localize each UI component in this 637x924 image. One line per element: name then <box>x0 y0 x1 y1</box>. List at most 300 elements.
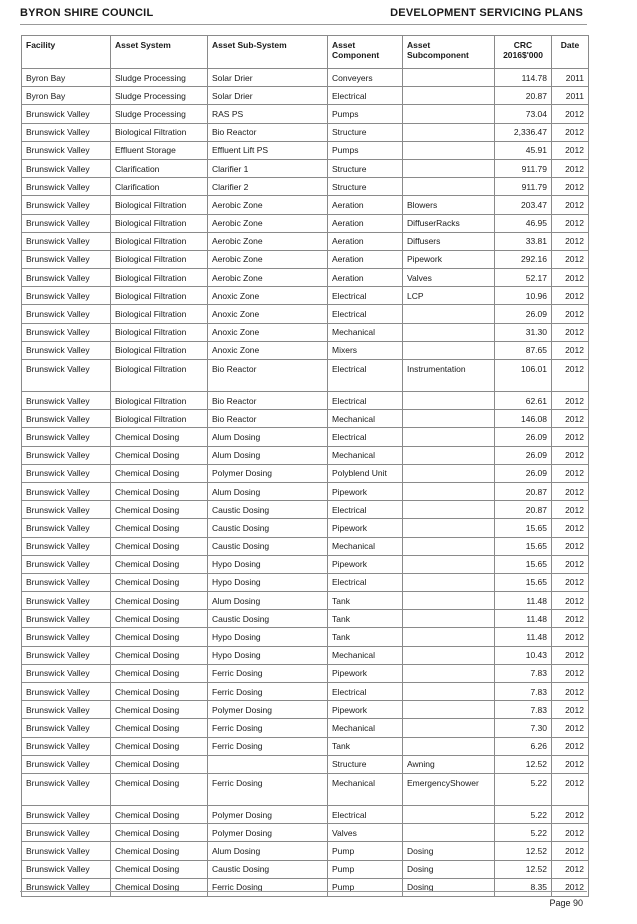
cell-asset-component: Polyblend Unit <box>328 464 403 482</box>
table-row <box>22 69 589 87</box>
table-row <box>22 805 589 823</box>
cell-date: 2012 <box>552 519 589 537</box>
table-row <box>22 683 589 701</box>
table-row <box>22 737 589 755</box>
cell-asset-system: Clarification <box>111 159 208 177</box>
cell-facility: Brunswick Valley <box>22 141 111 159</box>
cell-asset-component: Pipework <box>328 519 403 537</box>
cell-asset-subsystem: Clarifier 2 <box>208 178 328 196</box>
cell-asset-subcomponent: Pipework <box>403 250 495 268</box>
cell-asset-subsystem: Polymer Dosing <box>208 464 328 482</box>
cell-asset-subcomponent <box>403 446 495 464</box>
cell-asset-subcomponent <box>403 105 495 123</box>
table-row <box>22 537 589 555</box>
cell-asset-subcomponent: Blowers <box>403 196 495 214</box>
cell-asset-component: Structure <box>328 178 403 196</box>
cell-asset-component: Electrical <box>328 392 403 410</box>
cell-facility: Brunswick Valley <box>22 232 111 250</box>
cell-asset-subsystem: Solar Drier <box>208 87 328 105</box>
cell-date: 2012 <box>552 269 589 287</box>
cell-asset-subsystem: Caustic Dosing <box>208 860 328 878</box>
cell-asset-subcomponent <box>403 537 495 555</box>
cell-date: 2012 <box>552 664 589 682</box>
cell-asset-subsystem: Caustic Dosing <box>208 501 328 519</box>
cell-crc: 87.65 <box>495 341 552 359</box>
document-title: DEVELOPMENT SERVICING PLANS <box>390 7 583 19</box>
cell-asset-subcomponent <box>403 701 495 719</box>
cell-facility: Brunswick Valley <box>22 360 111 392</box>
cell-asset-system: Chemical Dosing <box>111 683 208 701</box>
cell-date: 2012 <box>552 610 589 628</box>
cell-crc: 911.79 <box>495 159 552 177</box>
cell-date: 2012 <box>552 323 589 341</box>
cell-asset-component: Electrical <box>328 683 403 701</box>
cell-facility: Brunswick Valley <box>22 410 111 428</box>
cell-asset-component: Electrical <box>328 573 403 591</box>
cell-asset-system: Chemical Dosing <box>111 737 208 755</box>
cell-asset-subcomponent <box>403 737 495 755</box>
table-row <box>22 410 589 428</box>
cell-asset-subsystem: Ferric Dosing <box>208 773 328 805</box>
cell-date: 2012 <box>552 159 589 177</box>
cell-facility: Brunswick Valley <box>22 287 111 305</box>
cell-asset-subcomponent <box>403 159 495 177</box>
cell-asset-subsystem: Bio Reactor <box>208 392 328 410</box>
cell-date: 2012 <box>552 501 589 519</box>
council-name: BYRON SHIRE COUNCIL <box>20 7 154 19</box>
cell-asset-system: Clarification <box>111 178 208 196</box>
cell-facility: Brunswick Valley <box>22 842 111 860</box>
cell-facility: Brunswick Valley <box>22 683 111 701</box>
cell-asset-subcomponent <box>403 410 495 428</box>
cell-crc: 26.09 <box>495 464 552 482</box>
cell-asset-subcomponent <box>403 501 495 519</box>
cell-asset-system: Biological Filtration <box>111 410 208 428</box>
cell-asset-system: Biological Filtration <box>111 360 208 392</box>
cell-facility: Brunswick Valley <box>22 428 111 446</box>
cell-asset-subcomponent <box>403 610 495 628</box>
cell-asset-subsystem: Alum Dosing <box>208 592 328 610</box>
cell-crc: 46.95 <box>495 214 552 232</box>
cell-asset-subcomponent <box>403 805 495 823</box>
cell-date: 2012 <box>552 141 589 159</box>
cell-asset-subsystem: Bio Reactor <box>208 123 328 141</box>
cell-asset-subcomponent: Valves <box>403 269 495 287</box>
cell-asset-system: Chemical Dosing <box>111 537 208 555</box>
cell-asset-subsystem: Hypo Dosing <box>208 573 328 591</box>
cell-facility: Brunswick Valley <box>22 178 111 196</box>
header-asset-component: Asset Component <box>328 36 403 69</box>
cell-asset-subcomponent <box>403 87 495 105</box>
cell-asset-component: Structure <box>328 123 403 141</box>
cell-asset-system: Chemical Dosing <box>111 555 208 573</box>
table-row <box>22 87 589 105</box>
cell-asset-subsystem: Alum Dosing <box>208 842 328 860</box>
cell-asset-component: Tank <box>328 628 403 646</box>
cell-asset-system: Chemical Dosing <box>111 482 208 500</box>
cell-asset-subsystem: Polymer Dosing <box>208 824 328 842</box>
cell-crc: 10.43 <box>495 646 552 664</box>
table-row <box>22 214 589 232</box>
cell-crc: 7.83 <box>495 664 552 682</box>
cell-asset-system: Chemical Dosing <box>111 646 208 664</box>
cell-asset-system: Chemical Dosing <box>111 592 208 610</box>
cell-asset-system: Biological Filtration <box>111 196 208 214</box>
cell-date: 2012 <box>552 573 589 591</box>
asset-table <box>21 35 589 897</box>
cell-date: 2012 <box>552 482 589 500</box>
cell-facility: Brunswick Valley <box>22 573 111 591</box>
cell-asset-component: Electrical <box>328 428 403 446</box>
cell-date: 2012 <box>552 628 589 646</box>
table-row <box>22 610 589 628</box>
cell-asset-subcomponent: DiffuserRacks <box>403 214 495 232</box>
cell-date: 2012 <box>552 824 589 842</box>
cell-asset-component: Mechanical <box>328 719 403 737</box>
cell-date: 2012 <box>552 592 589 610</box>
cell-asset-system: Sludge Processing <box>111 69 208 87</box>
cell-crc: 5.22 <box>495 773 552 805</box>
cell-asset-component: Pump <box>328 842 403 860</box>
table-row <box>22 773 589 805</box>
table-row <box>22 555 589 573</box>
cell-facility: Brunswick Valley <box>22 555 111 573</box>
cell-date: 2012 <box>552 341 589 359</box>
cell-asset-system: Chemical Dosing <box>111 805 208 823</box>
cell-date: 2012 <box>552 123 589 141</box>
cell-date: 2012 <box>552 360 589 392</box>
cell-date: 2012 <box>552 287 589 305</box>
cell-asset-component: Electrical <box>328 501 403 519</box>
cell-facility: Brunswick Valley <box>22 805 111 823</box>
cell-crc: 12.52 <box>495 842 552 860</box>
cell-crc: 12.52 <box>495 755 552 773</box>
cell-date: 2012 <box>552 842 589 860</box>
cell-crc: 7.83 <box>495 701 552 719</box>
cell-asset-component: Structure <box>328 755 403 773</box>
cell-asset-subsystem: Ferric Dosing <box>208 878 328 896</box>
cell-asset-component: Tank <box>328 610 403 628</box>
cell-crc: 11.48 <box>495 610 552 628</box>
cell-crc: 26.09 <box>495 446 552 464</box>
cell-crc: 52.17 <box>495 269 552 287</box>
table-row <box>22 824 589 842</box>
cell-asset-component: Mixers <box>328 341 403 359</box>
cell-asset-subcomponent: Instrumentation <box>403 360 495 392</box>
cell-crc: 7.83 <box>495 683 552 701</box>
cell-asset-subsystem: Caustic Dosing <box>208 537 328 555</box>
cell-asset-component: Electrical <box>328 360 403 392</box>
cell-asset-subsystem: Ferric Dosing <box>208 683 328 701</box>
cell-date: 2012 <box>552 646 589 664</box>
cell-facility: Brunswick Valley <box>22 123 111 141</box>
cell-asset-subcomponent <box>403 341 495 359</box>
cell-asset-component: Electrical <box>328 305 403 323</box>
cell-date: 2012 <box>552 214 589 232</box>
cell-facility: Brunswick Valley <box>22 824 111 842</box>
cell-crc: 106.01 <box>495 360 552 392</box>
header-rule <box>20 24 587 25</box>
cell-asset-subcomponent <box>403 555 495 573</box>
cell-facility: Byron Bay <box>22 87 111 105</box>
cell-asset-component: Mechanical <box>328 646 403 664</box>
cell-facility: Brunswick Valley <box>22 628 111 646</box>
cell-date: 2012 <box>552 305 589 323</box>
cell-date: 2012 <box>552 805 589 823</box>
table-row <box>22 719 589 737</box>
cell-crc: 114.78 <box>495 69 552 87</box>
cell-asset-subcomponent <box>403 824 495 842</box>
cell-date: 2012 <box>552 555 589 573</box>
cell-asset-subsystem: Anoxic Zone <box>208 341 328 359</box>
cell-asset-system: Chemical Dosing <box>111 446 208 464</box>
cell-asset-subcomponent <box>403 323 495 341</box>
cell-asset-subsystem: Aerobic Zone <box>208 269 328 287</box>
cell-asset-subcomponent <box>403 519 495 537</box>
table-row <box>22 232 589 250</box>
cell-asset-component: Pipework <box>328 482 403 500</box>
cell-asset-subcomponent <box>403 392 495 410</box>
table-row <box>22 196 589 214</box>
cell-asset-subcomponent <box>403 464 495 482</box>
cell-asset-system: Biological Filtration <box>111 341 208 359</box>
cell-crc: 911.79 <box>495 178 552 196</box>
cell-crc: 292.16 <box>495 250 552 268</box>
cell-facility: Brunswick Valley <box>22 646 111 664</box>
cell-facility: Brunswick Valley <box>22 878 111 896</box>
cell-date: 2012 <box>552 446 589 464</box>
cell-facility: Brunswick Valley <box>22 159 111 177</box>
cell-date: 2012 <box>552 701 589 719</box>
cell-asset-system: Sludge Processing <box>111 87 208 105</box>
cell-asset-component: Aeration <box>328 269 403 287</box>
cell-asset-system: Biological Filtration <box>111 392 208 410</box>
cell-asset-subsystem: Ferric Dosing <box>208 719 328 737</box>
cell-asset-subsystem: Aerobic Zone <box>208 250 328 268</box>
cell-asset-component: Aeration <box>328 232 403 250</box>
cell-asset-subsystem: Caustic Dosing <box>208 610 328 628</box>
cell-asset-subsystem <box>208 755 328 773</box>
cell-crc: 5.22 <box>495 824 552 842</box>
cell-crc: 146.08 <box>495 410 552 428</box>
cell-asset-system: Chemical Dosing <box>111 860 208 878</box>
cell-asset-system: Chemical Dosing <box>111 773 208 805</box>
cell-crc: 12.52 <box>495 860 552 878</box>
cell-crc: 26.09 <box>495 305 552 323</box>
cell-asset-system: Chemical Dosing <box>111 719 208 737</box>
cell-asset-subcomponent <box>403 482 495 500</box>
cell-asset-component: Aeration <box>328 196 403 214</box>
cell-asset-subcomponent: Diffusers <box>403 232 495 250</box>
cell-asset-system: Chemical Dosing <box>111 824 208 842</box>
table-row <box>22 141 589 159</box>
cell-asset-system: Sludge Processing <box>111 105 208 123</box>
cell-crc: 11.48 <box>495 592 552 610</box>
cell-crc: 15.65 <box>495 519 552 537</box>
cell-asset-subsystem: RAS PS <box>208 105 328 123</box>
cell-asset-component: Structure <box>328 159 403 177</box>
header-asset-subsystem: Asset Sub-System <box>208 36 328 69</box>
table-row <box>22 360 589 392</box>
cell-asset-subsystem: Polymer Dosing <box>208 701 328 719</box>
cell-crc: 20.87 <box>495 501 552 519</box>
cell-date: 2012 <box>552 537 589 555</box>
cell-facility: Brunswick Valley <box>22 464 111 482</box>
table-row <box>22 646 589 664</box>
cell-facility: Brunswick Valley <box>22 519 111 537</box>
cell-asset-system: Chemical Dosing <box>111 573 208 591</box>
cell-asset-component: Electrical <box>328 287 403 305</box>
cell-asset-system: Biological Filtration <box>111 269 208 287</box>
cell-asset-component: Tank <box>328 592 403 610</box>
cell-asset-subcomponent: EmergencyShower <box>403 773 495 805</box>
cell-asset-component: Electrical <box>328 87 403 105</box>
cell-crc: 2,336.47 <box>495 123 552 141</box>
cell-date: 2012 <box>552 737 589 755</box>
table-row <box>22 628 589 646</box>
cell-asset-system: Chemical Dosing <box>111 755 208 773</box>
cell-asset-component: Pumps <box>328 105 403 123</box>
cell-asset-subcomponent <box>403 628 495 646</box>
table-row <box>22 501 589 519</box>
table-row <box>22 269 589 287</box>
table-row <box>22 392 589 410</box>
cell-crc: 11.48 <box>495 628 552 646</box>
cell-asset-system: Biological Filtration <box>111 305 208 323</box>
cell-facility: Brunswick Valley <box>22 323 111 341</box>
cell-date: 2012 <box>552 178 589 196</box>
cell-asset-component: Electrical <box>328 805 403 823</box>
table-row <box>22 664 589 682</box>
cell-asset-system: Biological Filtration <box>111 214 208 232</box>
cell-asset-subcomponent <box>403 573 495 591</box>
cell-asset-component: Mechanical <box>328 537 403 555</box>
cell-crc: 26.09 <box>495 428 552 446</box>
cell-crc: 31.30 <box>495 323 552 341</box>
footer-rule <box>20 891 587 892</box>
cell-asset-subsystem: Anoxic Zone <box>208 305 328 323</box>
cell-crc: 15.65 <box>495 555 552 573</box>
cell-facility: Brunswick Valley <box>22 537 111 555</box>
cell-asset-subcomponent <box>403 646 495 664</box>
cell-asset-component: Mechanical <box>328 773 403 805</box>
header-crc: CRC 2016$'000 <box>495 36 552 69</box>
cell-asset-system: Chemical Dosing <box>111 842 208 860</box>
cell-crc: 62.61 <box>495 392 552 410</box>
table-row <box>22 250 589 268</box>
cell-facility: Brunswick Valley <box>22 860 111 878</box>
header-asset-subcomponent: Asset Subcomponent <box>403 36 495 69</box>
cell-crc: 20.87 <box>495 87 552 105</box>
cell-date: 2012 <box>552 428 589 446</box>
cell-facility: Brunswick Valley <box>22 105 111 123</box>
cell-asset-component: Aeration <box>328 250 403 268</box>
cell-facility: Brunswick Valley <box>22 250 111 268</box>
cell-facility: Brunswick Valley <box>22 610 111 628</box>
cell-asset-subsystem: Hypo Dosing <box>208 628 328 646</box>
cell-asset-subsystem: Caustic Dosing <box>208 519 328 537</box>
cell-crc: 203.47 <box>495 196 552 214</box>
cell-asset-subcomponent <box>403 69 495 87</box>
table-header-row <box>22 36 589 69</box>
cell-facility: Brunswick Valley <box>22 446 111 464</box>
cell-crc: 6.26 <box>495 737 552 755</box>
cell-facility: Brunswick Valley <box>22 719 111 737</box>
cell-asset-system: Chemical Dosing <box>111 664 208 682</box>
cell-asset-system: Chemical Dosing <box>111 428 208 446</box>
table-row <box>22 178 589 196</box>
cell-date: 2011 <box>552 69 589 87</box>
cell-asset-system: Chemical Dosing <box>111 464 208 482</box>
cell-asset-component: Pipework <box>328 664 403 682</box>
cell-asset-system: Biological Filtration <box>111 123 208 141</box>
cell-date: 2012 <box>552 773 589 805</box>
cell-asset-component: Mechanical <box>328 410 403 428</box>
cell-asset-subsystem: Anoxic Zone <box>208 323 328 341</box>
cell-facility: Byron Bay <box>22 69 111 87</box>
table-row <box>22 323 589 341</box>
cell-date: 2012 <box>552 755 589 773</box>
cell-crc: 8.35 <box>495 878 552 896</box>
table-row <box>22 878 589 896</box>
header-date: Date <box>552 36 589 69</box>
cell-date: 2012 <box>552 719 589 737</box>
cell-asset-component: Conveyers <box>328 69 403 87</box>
cell-facility: Brunswick Valley <box>22 482 111 500</box>
cell-asset-system: Biological Filtration <box>111 232 208 250</box>
cell-crc: 15.65 <box>495 537 552 555</box>
cell-asset-component: Aeration <box>328 214 403 232</box>
cell-asset-subcomponent <box>403 305 495 323</box>
cell-facility: Brunswick Valley <box>22 701 111 719</box>
cell-crc: 20.87 <box>495 482 552 500</box>
cell-asset-subsystem: Bio Reactor <box>208 410 328 428</box>
table-row <box>22 755 589 773</box>
cell-date: 2012 <box>552 683 589 701</box>
cell-asset-system: Chemical Dosing <box>111 878 208 896</box>
cell-facility: Brunswick Valley <box>22 664 111 682</box>
cell-date: 2012 <box>552 410 589 428</box>
cell-asset-component: Mechanical <box>328 323 403 341</box>
cell-crc: 10.96 <box>495 287 552 305</box>
cell-asset-component: Pump <box>328 860 403 878</box>
cell-asset-component: Pipework <box>328 555 403 573</box>
cell-asset-subsystem: Hypo Dosing <box>208 555 328 573</box>
cell-asset-system: Biological Filtration <box>111 287 208 305</box>
cell-asset-subsystem: Polymer Dosing <box>208 805 328 823</box>
cell-asset-subcomponent <box>403 123 495 141</box>
cell-facility: Brunswick Valley <box>22 755 111 773</box>
cell-facility: Brunswick Valley <box>22 341 111 359</box>
table-row <box>22 519 589 537</box>
cell-asset-subsystem: Aerobic Zone <box>208 214 328 232</box>
cell-asset-subsystem: Effluent Lift PS <box>208 141 328 159</box>
table-row <box>22 428 589 446</box>
cell-date: 2012 <box>552 250 589 268</box>
cell-asset-subsystem: Anoxic Zone <box>208 287 328 305</box>
cell-asset-subcomponent: Awning <box>403 755 495 773</box>
table-row <box>22 446 589 464</box>
cell-asset-system: Chemical Dosing <box>111 701 208 719</box>
table-row <box>22 701 589 719</box>
cell-asset-subcomponent: LCP <box>403 287 495 305</box>
page-number: Page 90 <box>549 898 583 908</box>
table-row <box>22 123 589 141</box>
cell-date: 2012 <box>552 196 589 214</box>
cell-asset-subsystem: Aerobic Zone <box>208 232 328 250</box>
table-row <box>22 860 589 878</box>
cell-asset-subsystem: Solar Drier <box>208 69 328 87</box>
